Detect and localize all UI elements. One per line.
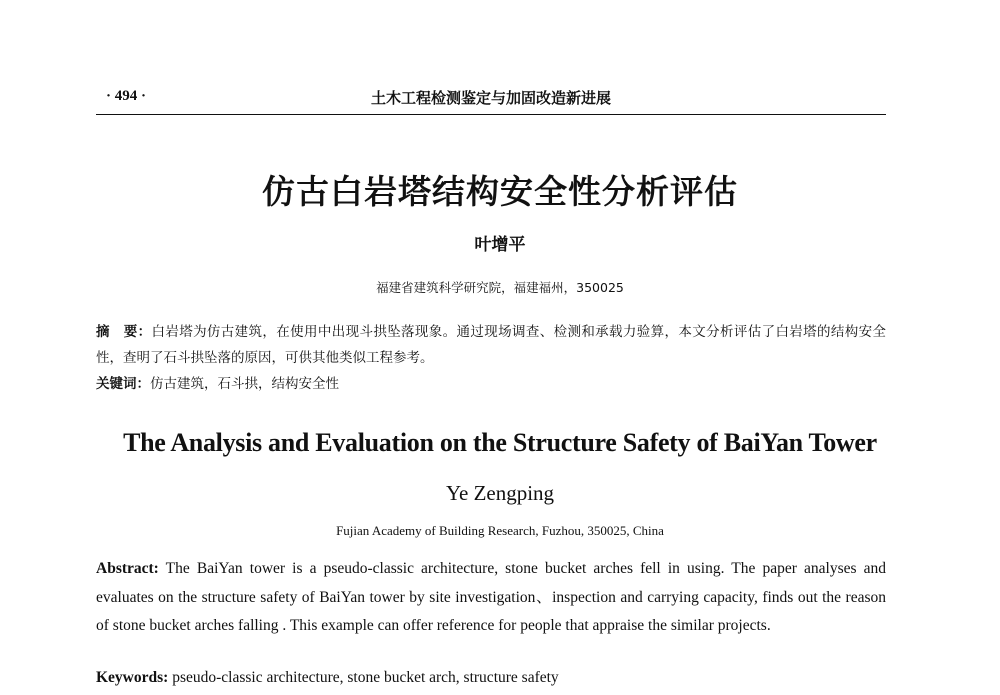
- chinese-author: 叶增平: [474, 235, 526, 255]
- chinese-keywords-text: 仿古建筑，石斗拱，结构安全性: [150, 376, 339, 392]
- chinese-keywords-label: 关键词：: [96, 376, 150, 392]
- english-affiliation: Fujian Academy of Building Research, Fuzhou, 350025, China: [336, 523, 664, 538]
- english-keywords-label: Keywords:: [96, 669, 169, 686]
- english-abstract-text: The BaiYan tower is a pseudo-classic architecture, stone bucket arches fell in using. The paper analyses and evaluates on the structure safety of BaiYan tower by site investigation、inspection and carrying capacity, finds out the reason of stone bucket arches falling . This example can offer reference for people that appraise the similar projects.: [96, 560, 886, 634]
- english-abstract: [96, 555, 886, 641]
- english-keywords-text: pseudo-classic architecture, stone bucket arch, structure safety: [168, 669, 559, 686]
- english-abstract-label: Abstract:: [96, 560, 159, 577]
- chinese-abstract-text: 白岩塔为仿古建筑，在使用中出现斗拱坠落现象。通过现场调查、检测和承载力验算，本文分析评估了白岩塔的结构安全性，查明了石斗拱坠落的原因，可供其他类似工程参考。: [96, 324, 887, 366]
- english-author: Ye Zengping: [445, 481, 555, 505]
- running-header: [96, 84, 886, 115]
- english-title: The Analysis and Evaluation on the Structure Safety of BaiYan Tower: [123, 428, 877, 457]
- chinese-abstract: [96, 319, 886, 371]
- chinese-keywords: [96, 371, 886, 397]
- chinese-abstract-label: 摘 要：: [96, 324, 152, 340]
- english-keywords: [96, 664, 886, 692]
- running-title: 土木工程检测鉴定与加固改造新进展: [370, 89, 611, 107]
- chinese-title: 仿古白岩塔结构安全性分析评估: [262, 172, 738, 211]
- page-number: · 494 ·: [106, 88, 147, 104]
- chinese-affiliation: 福建省建筑科学研究院，福建福州，350025: [376, 280, 624, 295]
